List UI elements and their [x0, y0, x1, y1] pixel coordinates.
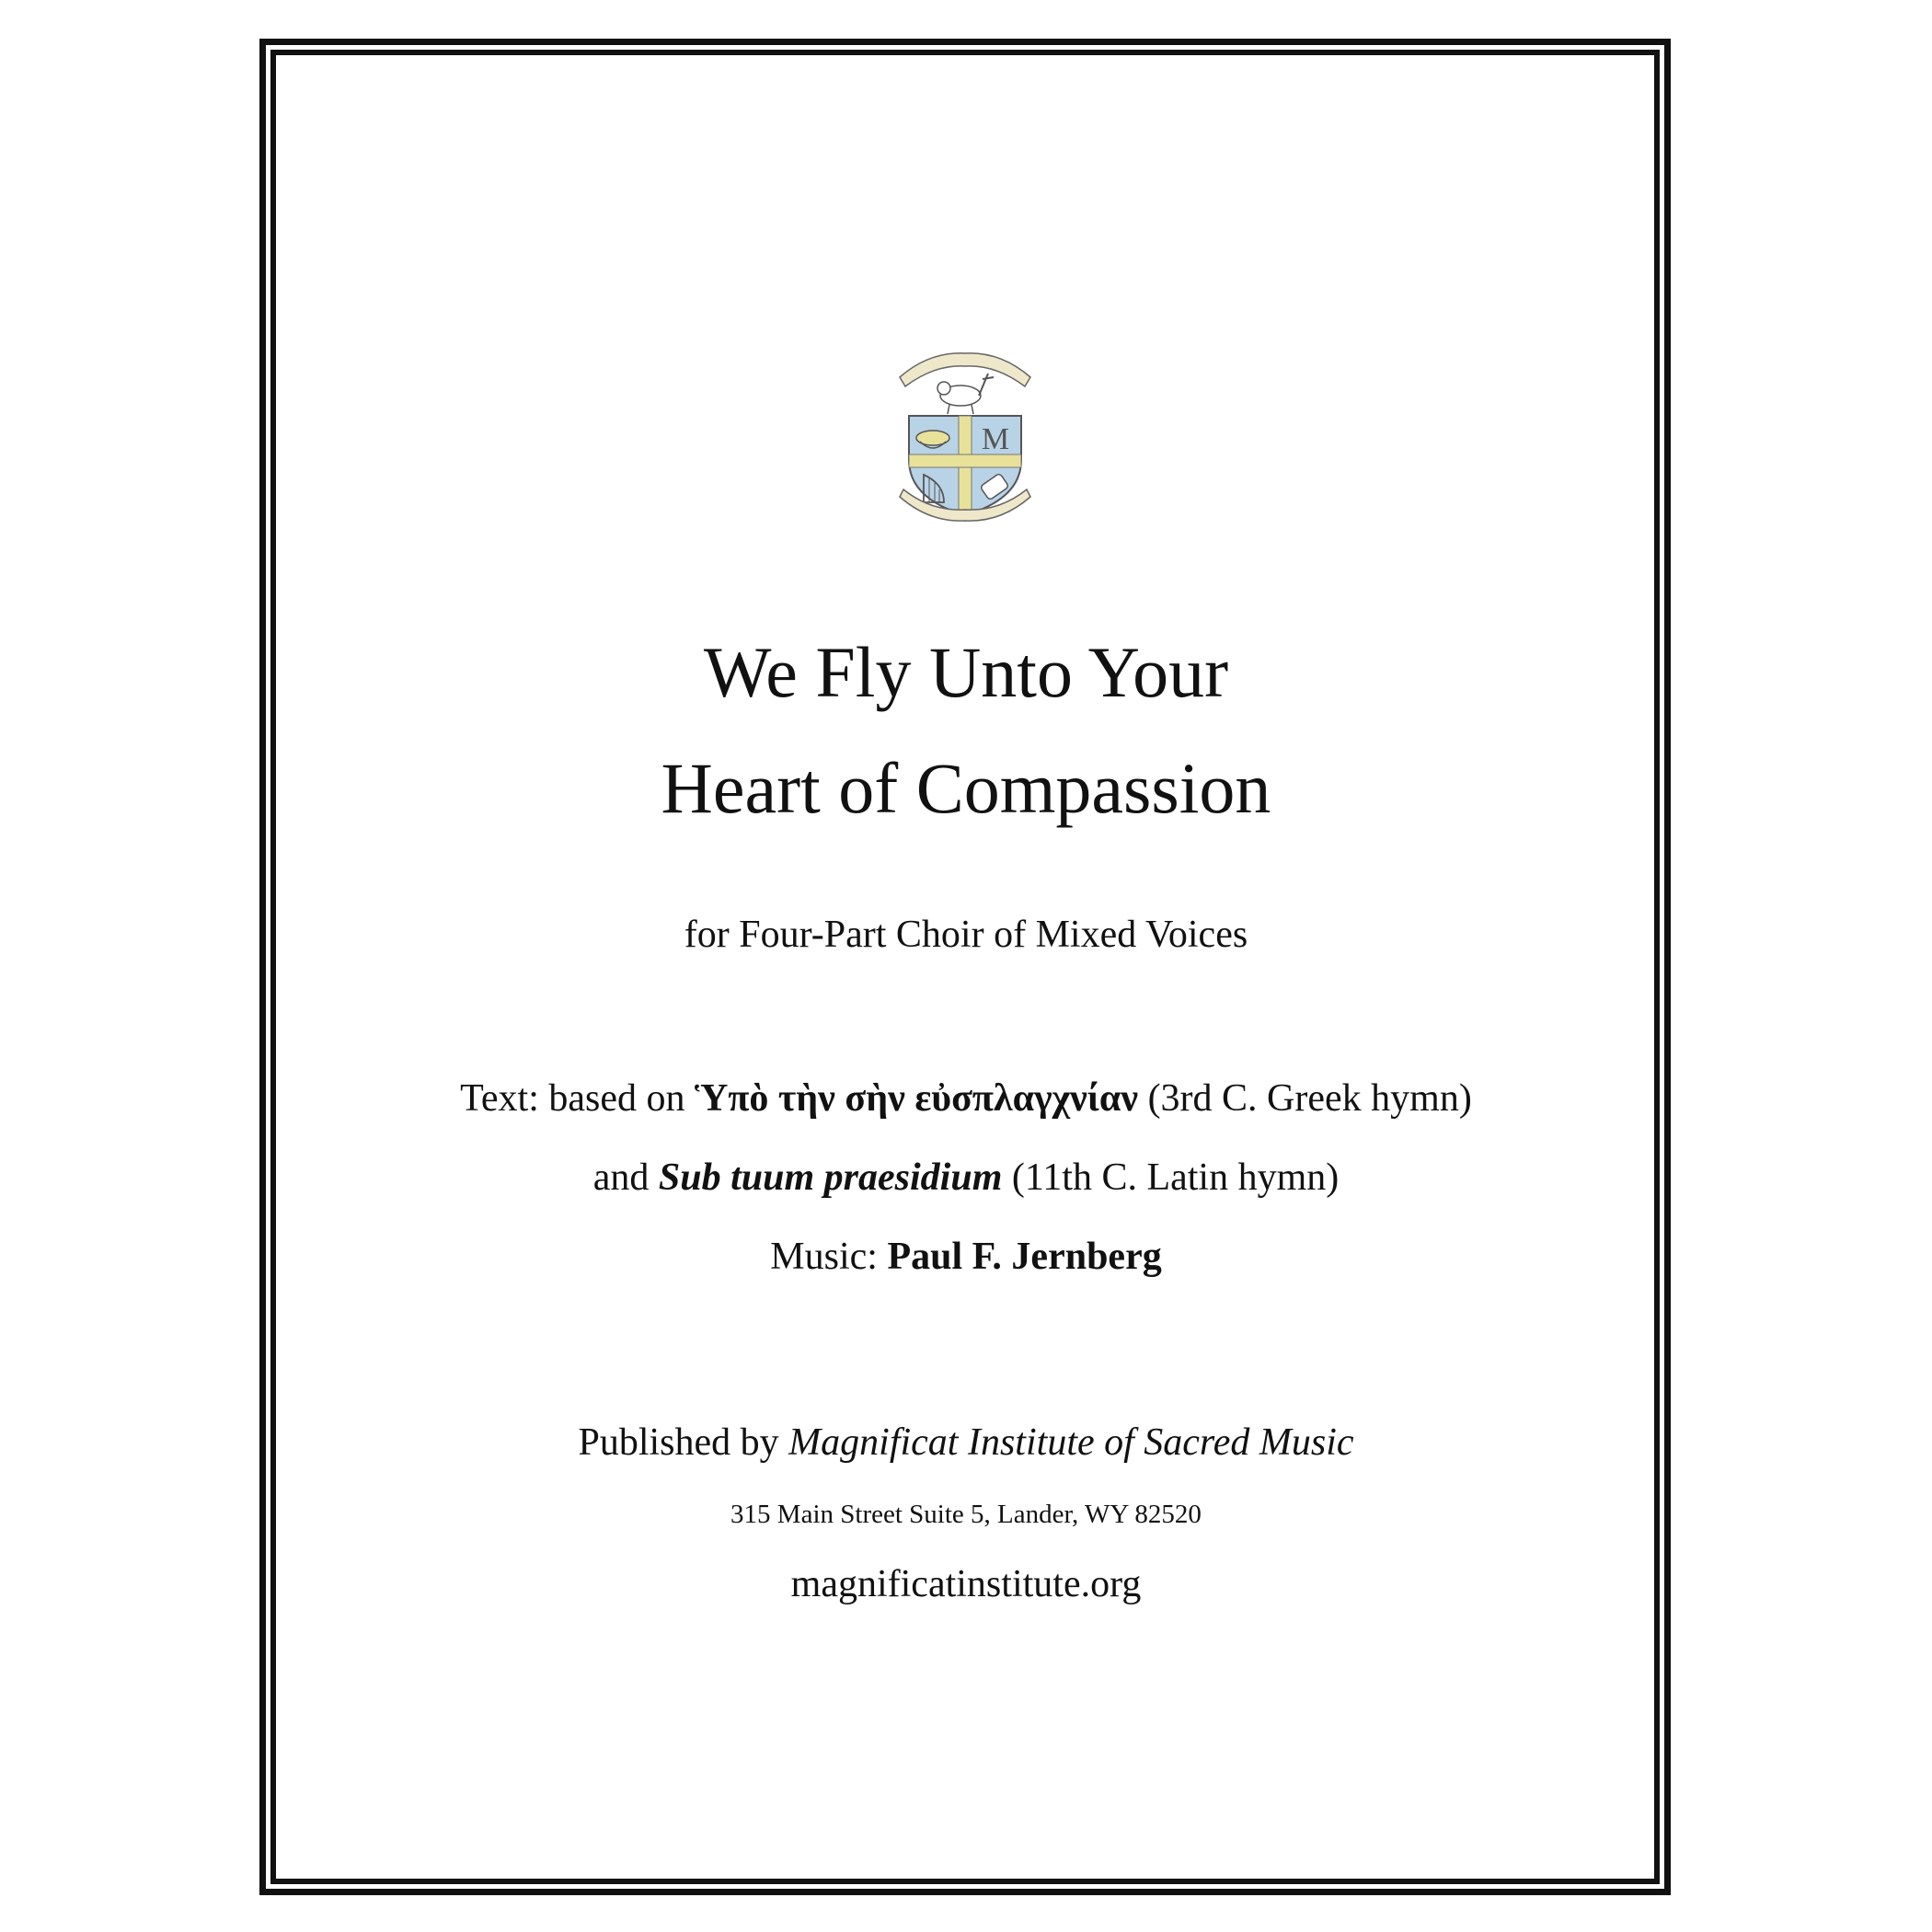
- crest-top-ribbon: [900, 353, 1030, 386]
- greek-hymn-title: Ὑπὸ τὴν σὴν εὐσπλαγχνίαν: [695, 1077, 1139, 1120]
- greek-hymn-note: (3rd C. Greek hymn): [1138, 1077, 1472, 1120]
- publisher-line: [0, 1420, 1932, 1465]
- text-prefix: Text: based on: [460, 1077, 696, 1120]
- page-frame: [259, 39, 1671, 1895]
- subtitle: for Four-Part Choir of Mixed Voices: [684, 914, 1248, 956]
- latin-hymn-title: Sub tuum praesidium: [658, 1156, 1003, 1199]
- page-frame-inner: [271, 51, 1659, 1883]
- composer-name: Paul F. Jernberg: [887, 1236, 1162, 1278]
- publisher-address: 315 Main Street Suite 5, Lander, WY 82520: [730, 1500, 1202, 1529]
- crest-cross-horizontal: [909, 454, 1021, 467]
- text-source-greek: [0, 1076, 1932, 1121]
- publisher-name: Magnificat Institute of Sacred Music: [788, 1421, 1354, 1464]
- music-credit: [0, 1235, 1932, 1279]
- crest-logo: [892, 340, 1038, 524]
- title-line-2: Heart of Compassion: [661, 748, 1271, 828]
- latin-hymn-note: (11th C. Latin hymn): [1002, 1156, 1340, 1199]
- and-prefix: and: [592, 1156, 659, 1199]
- lamb-with-cross-crest: [937, 374, 994, 414]
- letter-m-icon: M: [981, 422, 1010, 456]
- publisher-prefix: Published by: [578, 1421, 789, 1464]
- music-prefix: Music:: [770, 1236, 888, 1278]
- title-line-1: We Fly Unto Your: [703, 632, 1229, 712]
- publisher-website[interactable]: magnificatinstitute.org: [790, 1563, 1142, 1605]
- text-source-latin: [0, 1156, 1932, 1200]
